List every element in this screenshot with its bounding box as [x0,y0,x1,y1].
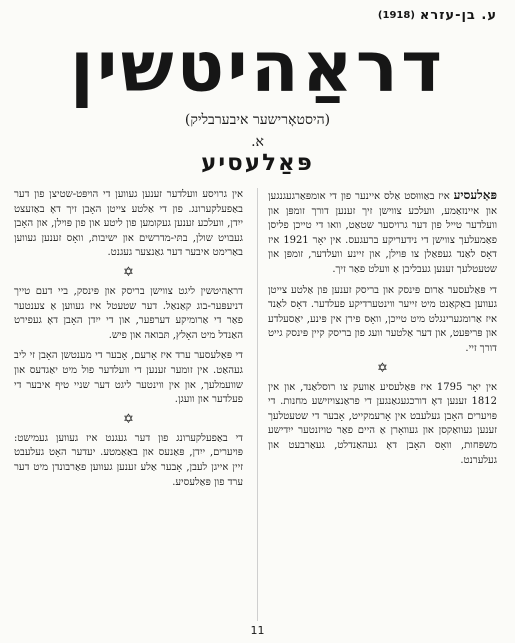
paragraph-text: די באַפעלקערונג פון דער געגנט איז געווען געמישט: פּויערים, ייִדן, פּאַנעס און באַאַמטע. יעדער האָט געלעבט זיין אייגן לעבן, אָבער אַלע זענען געווען פאַרבונדן מיט דער ערד פון פּאַלעסיע. [14,432,243,488]
article-subtitle: (היסטאָרישער איבערבליק) [184,112,331,128]
paragraph [14,188,243,261]
section-divider-star: ✡ [377,360,388,376]
paragraph [14,349,243,407]
section-letter: א. [251,134,264,150]
paragraph [268,381,497,469]
author-name: ע. בן-עזרא [419,8,497,23]
paragraph-text: איז באַוווּסט אַלס איינער פון די אומפּאַרגעגנגען און איינזאַמע, וועלכע צווישן זיך זענען דורך זומפּן און וועלדער טייל פון דער גרויסער שטאַט, וואו די טייכן פליסן פאַמעלעך צווישן די נידעריקע ברעגעס. אין יאָר 1921 איז דאָס לאַנד געפאַלן צו פּוילן, און זיינע וועלדער, זומפּן און שטעטלעך זענען געבליבן אַ וועלט פאַר זיך. [268,191,497,275]
article-title: דראַהיטשין [69,26,446,108]
page-number: 11 [250,624,265,637]
page-header [378,8,497,23]
article-date: (1918) [377,10,415,21]
paragraph [14,285,243,343]
paragraph-lead-word: פּאַלעסיע [453,188,497,202]
paragraph-text: די פּאַלעסער אַרום פּינסק און בריסק זענען פון אַלטע צייטן געווען באַקאַנט מיט זייער ווינטערדיקע פעלדער. דאָס לאַנד איז אַרומגערינגלט מיט טייכן, וואָס פירן אין פּינע, יאַסעלדע און פּריפּעט, און דער אַלטער וועג פון בריסק קיין פּינסק גייט דורך זיי. [268,284,497,354]
paragraph-text: דראַהיטשין ליגט צווישן בריסק און פּינסק, ביי דעם טייך דניעפּער-בוג קאַנאַל. דער שטעטל איז געווען אַ צענטער פאַר די אַרומיקע דערפער, און די ייִדן האָבן דאָ געפירט האַנדל מיט האָלץ, תּבואה און פיש. [14,285,243,341]
section-title: פּאַלעסיע [201,150,314,176]
paragraph [268,284,497,357]
text-column-left [14,188,243,496]
paragraph [14,432,243,490]
paragraph [268,188,497,278]
paragraph-text: די פּאַלעסער ערד איז אָרעם, אָבער די מענטשן האָבן זי ליב געהאַט. אין זומער זענען די וועלדער פול מיט יאַגדעס און שוועמלעך, און אין ווינטער ליגט דער שניי טיף איבער די פעלדער און וועגן. [14,350,243,406]
column-divider [257,188,258,621]
section-divider-star: ✡ [123,411,134,427]
text-column-right [268,188,497,474]
paragraph-text: אין גרויסע וועלדער זענען געווען די הויפּט-שטיצן פון דער באַפעלקערונג. פון די אַלטע צייטן האָבן זיך דאָ באַזעצט ייִדן, וועלכע זענען געקומען פון ליטע און פון פּוילן, און האָבן געבויט שולן, בתּי-מדרשים און ישיבות, וואָס זענען געווען באַרימט איבער דער גאַנצער געגנט. [14,189,243,259]
paragraph-text: אין יאָר 1795 איז פּאַלעסיע אַוועק צו רוסלאַנד, און אין 1812 זענען דאָ דורכגעגאַנגען די פראַנצויזישע מחנות. די פּויערים האָבן געלעבט אין אָרעמקייט, אָבער די שטעטלעך זענען געוואַקסן און געוואָרן אַ היים פאַר טויזנטער ייִדישע משפּחות, וואָס האָבן דאָ געהאַנדלט, געאַרבעט און געלערנט. [268,381,497,466]
section-divider-star: ✡ [123,264,134,280]
